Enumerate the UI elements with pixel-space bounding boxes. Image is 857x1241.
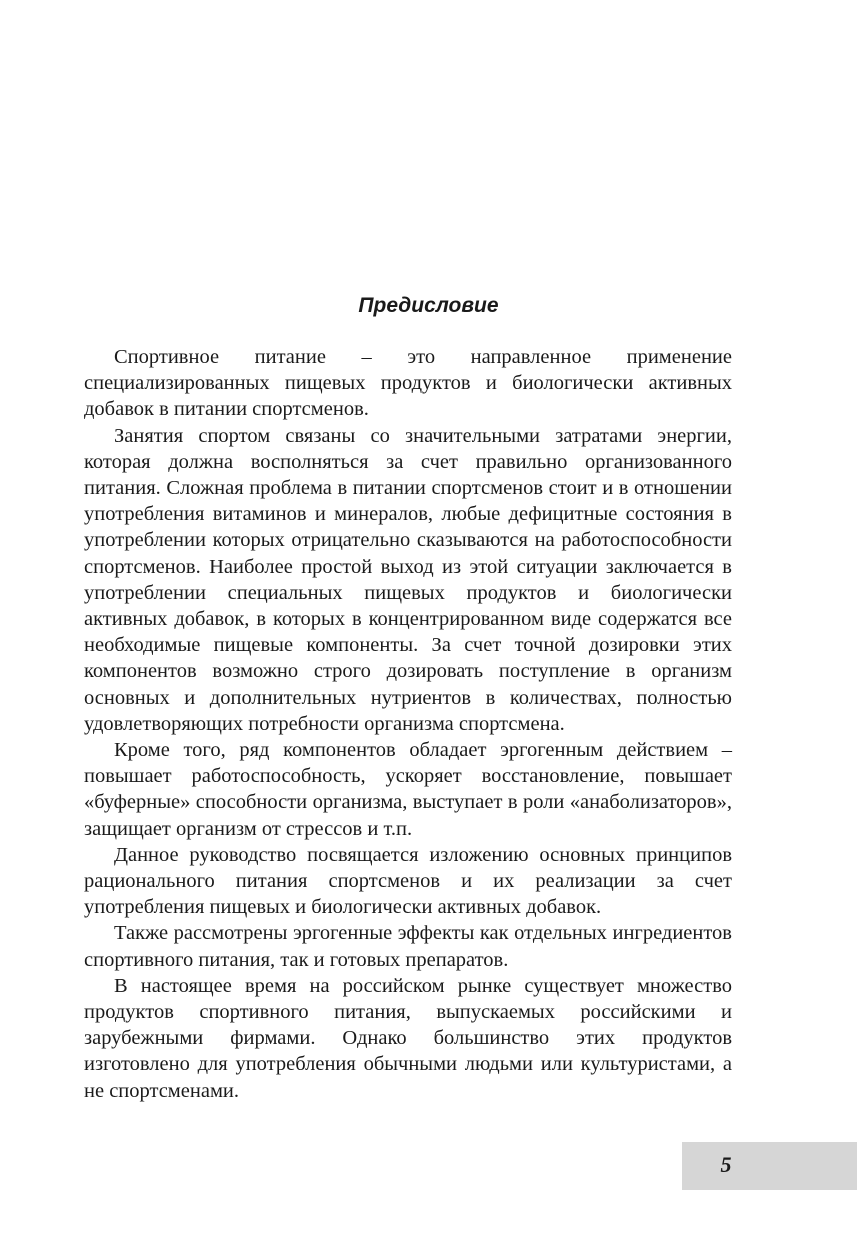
paragraph-4: Данное руководство посвящается изложению основных принципов рационального питания спортсменов и их реализации за счет употребления пищевых и биологически активных добавок. xyxy=(84,843,732,919)
page-title: Предисловие xyxy=(358,294,499,317)
paragraph-3: Кроме того, ряд компонентов обладает эргогенным действием – повышает работоспособность, ускоряет восстановление, повышает «буферные» способности организма, выступает в роли «анаболизаторов», защищает организм от стрессов и т.п. xyxy=(84,739,732,840)
paragraph-2: Занятия спортом связаны со значительными затратами энергии, которая должна восполняться за счет правильно организованного питания. Сложная проблема в питании спортсменов стоит и в отношении употребления витаминов и минералов, любые дефицитные состояния в употреблении которых отрицательно сказываются на работоспособности спортсменов. Наиболее простой выход из этой ситуации заключается в употреблении специальных пищевых продуктов и биологически активных добавок, в которых в концентрированном виде содержатся все необходимые пищевые компоненты. За счет точной дозировки этих компонентов возможно строго дозировать поступление в организм основных и дополнительных нутриентов в количествах, полностью удовлетворяющих потребности организма спортсмена. xyxy=(84,424,732,735)
paragraph-6: В настоящее время на российском рынке существует множество продуктов спортивного питания, выпускаемых российскими и зарубежными фирмами. Однако большинство этих продуктов изготовлено для употребления обычными людьми или культуристами, а не спортсменами. xyxy=(84,974,732,1102)
page-number: 5 xyxy=(720,1152,732,1177)
page-number-tab xyxy=(682,1142,857,1190)
paragraph-5: Также рассмотрены эргогенные эффекты как отдельных ингредиентов спортивного питания, так и готовых препаратов. xyxy=(84,922,732,971)
body-text xyxy=(84,344,732,1104)
paragraph-1: Спортивное питание – это направленное применение специализированных пищевых продуктов и биологически активных добавок в питании спортсменов. xyxy=(84,346,732,421)
